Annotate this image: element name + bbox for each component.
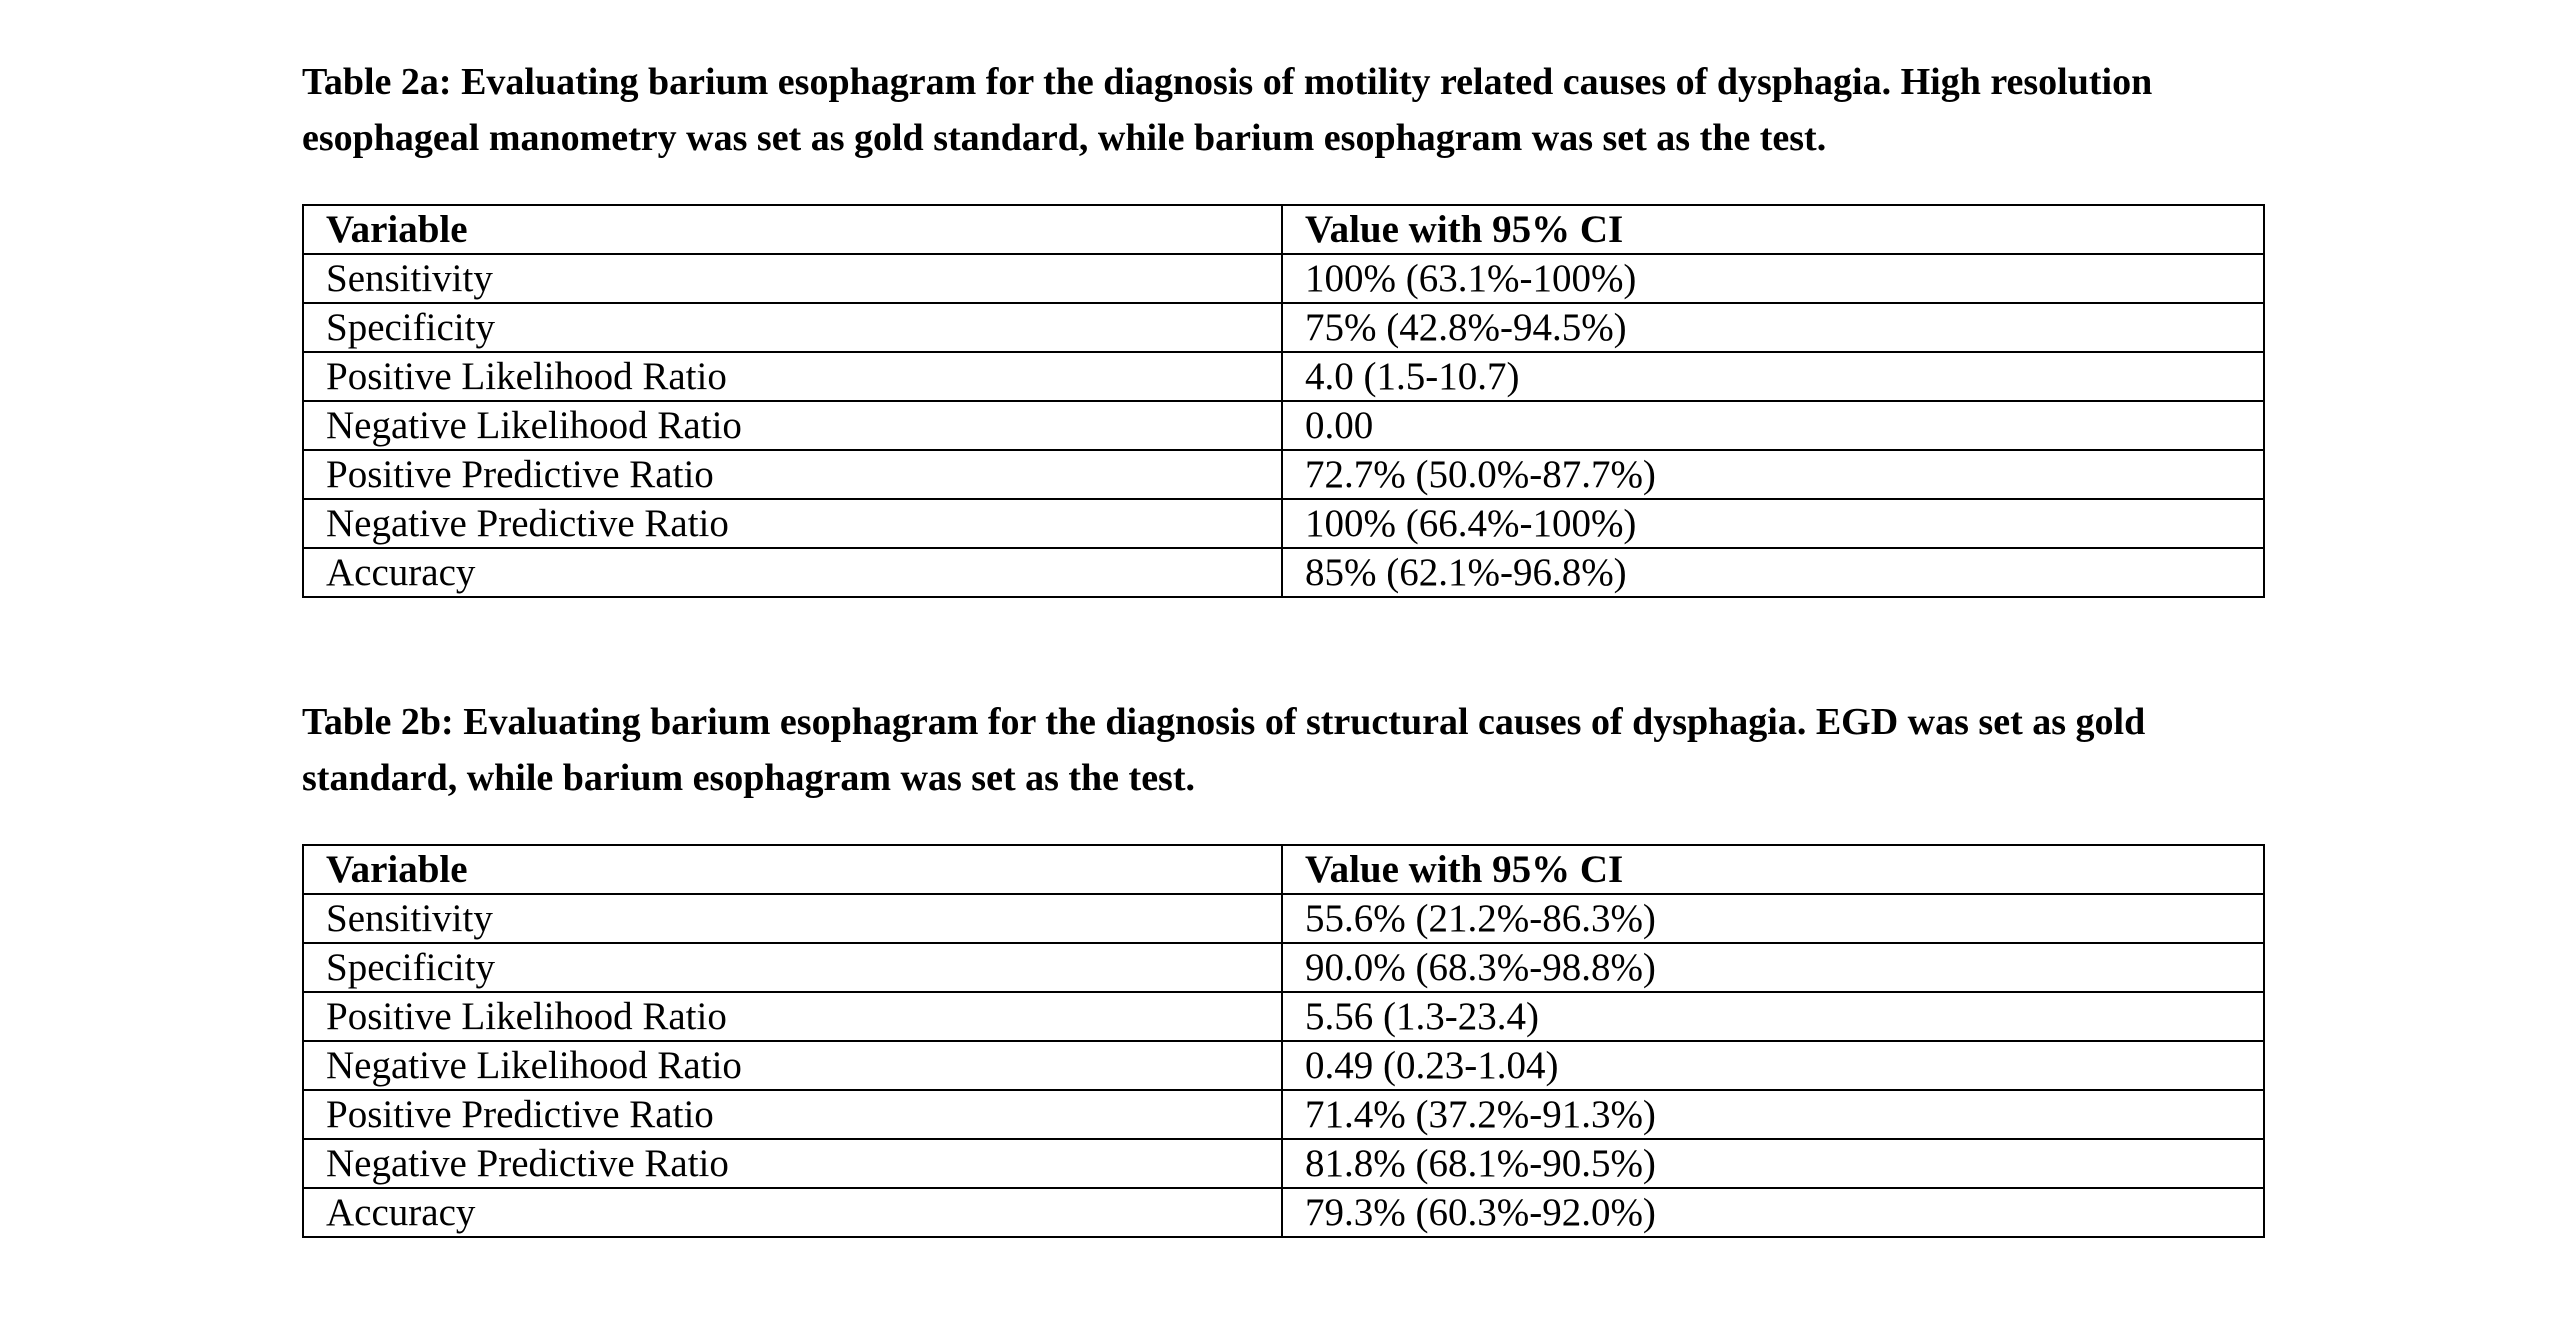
value-cell: 85% (62.1%-96.8%) (1282, 548, 2264, 597)
value-cell: 55.6% (21.2%-86.3%) (1282, 894, 2264, 943)
value-cell: 0.00 (1282, 401, 2264, 450)
variable-cell: Positive Likelihood Ratio (303, 352, 1282, 401)
value-cell: 71.4% (37.2%-91.3%) (1282, 1090, 2264, 1139)
value-cell: 5.56 (1.3-23.4) (1282, 992, 2264, 1041)
table-row (303, 499, 2264, 548)
variable-cell: Negative Predictive Ratio (303, 499, 1282, 548)
value-cell: 81.8% (68.1%-90.5%) (1282, 1139, 2264, 1188)
table-row (303, 450, 2264, 499)
table-row (303, 1139, 2264, 1188)
table-row (303, 352, 2264, 401)
column-header-value: Value with 95% CI (1282, 205, 2264, 254)
table-row (303, 1090, 2264, 1139)
table-header-row (303, 205, 2264, 254)
table-row (303, 894, 2264, 943)
table-2a (302, 204, 2265, 598)
value-cell: 100% (63.1%-100%) (1282, 254, 2264, 303)
value-cell: 100% (66.4%-100%) (1282, 499, 2264, 548)
variable-cell: Negative Likelihood Ratio (303, 401, 1282, 450)
variable-cell: Sensitivity (303, 254, 1282, 303)
table-2a-caption: Table 2a: Evaluating barium esophagram for the diagnosis of motility related causes of dysphagia. High resolution esophageal manometry was set as gold standard, while barium esophagram was set as the test. (302, 61, 2153, 159)
value-cell: 4.0 (1.5-10.7) (1282, 352, 2264, 401)
table-row (303, 254, 2264, 303)
value-cell: 90.0% (68.3%-98.8%) (1282, 943, 2264, 992)
value-cell: 72.7% (50.0%-87.7%) (1282, 450, 2264, 499)
value-cell: 75% (42.8%-94.5%) (1282, 303, 2264, 352)
variable-cell: Positive Predictive Ratio (303, 450, 1282, 499)
column-header-value: Value with 95% CI (1282, 845, 2264, 894)
variable-cell: Specificity (303, 303, 1282, 352)
table-header-row (303, 845, 2264, 894)
variable-cell: Accuracy (303, 1188, 1282, 1237)
table-2b-caption: Table 2b: Evaluating barium esophagram for the diagnosis of structural causes of dysphagia. EGD was set as gold standard, while barium esophagram was set as the test. (302, 701, 2146, 799)
table-2b (302, 844, 2265, 1238)
variable-cell: Accuracy (303, 548, 1282, 597)
value-cell: 0.49 (0.23-1.04) (1282, 1041, 2264, 1090)
table-row (303, 548, 2264, 597)
table-row (303, 1188, 2264, 1237)
variable-cell: Sensitivity (303, 894, 1282, 943)
column-header-variable: Variable (303, 205, 1282, 254)
table-row (303, 943, 2264, 992)
table-row (303, 992, 2264, 1041)
table-row (303, 1041, 2264, 1090)
table-row (303, 401, 2264, 450)
value-cell: 79.3% (60.3%-92.0%) (1282, 1188, 2264, 1237)
column-header-variable: Variable (303, 845, 1282, 894)
table-row (303, 303, 2264, 352)
variable-cell: Positive Predictive Ratio (303, 1090, 1282, 1139)
variable-cell: Specificity (303, 943, 1282, 992)
variable-cell: Negative Likelihood Ratio (303, 1041, 1282, 1090)
variable-cell: Positive Likelihood Ratio (303, 992, 1282, 1041)
variable-cell: Negative Predictive Ratio (303, 1139, 1282, 1188)
